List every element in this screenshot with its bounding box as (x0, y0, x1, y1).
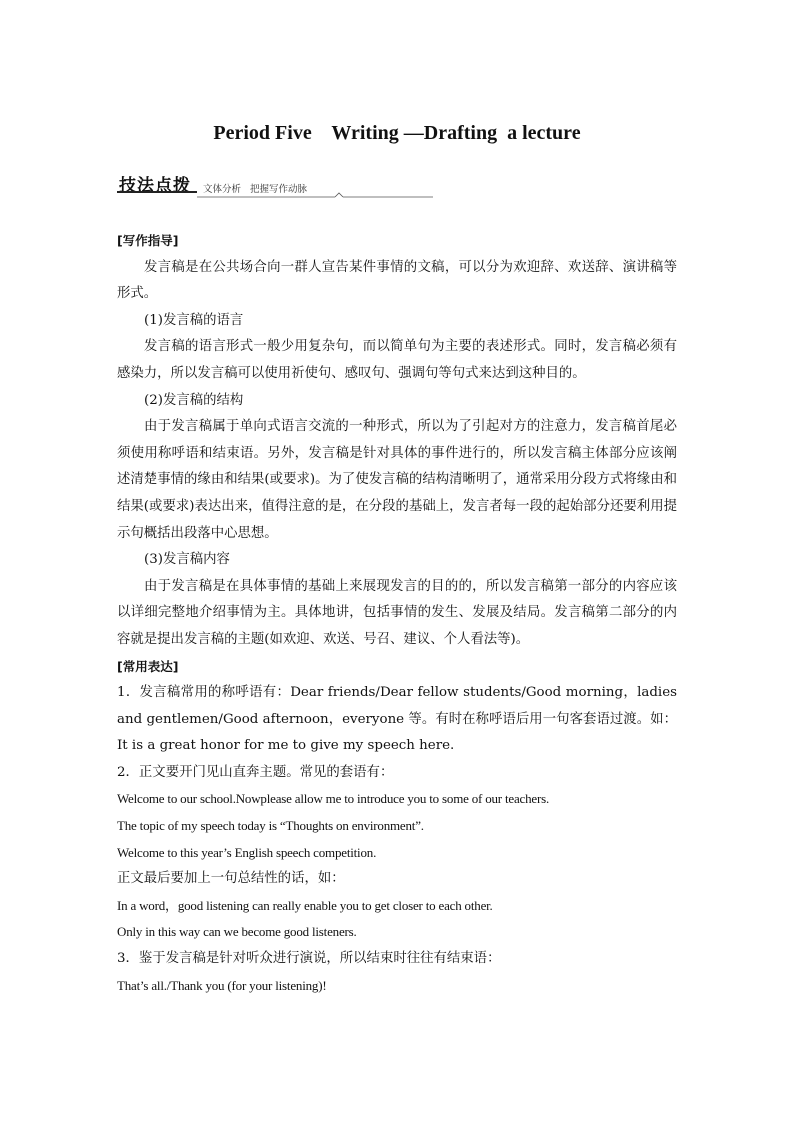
example-sentence-3: Welcome to this year’s English speech competition. (117, 844, 377, 860)
banner-title: 技法点拨 (119, 176, 191, 196)
common-expressions-heading: [常用表达] (117, 658, 179, 674)
structure-paragraph: 由于发言稿属于单向式语言交流的一种形式，所以为了引起对方的注意力，发言稿首尾必须使用称呼语和结束语。另外，发言稿是针对具体的事件进行的，所以发言稿主体部分应该阐述清楚事情的缘由和结果(或要求)。为了使发言稿的结构清晰明了，通常采用分段方式将缘由和结果(或要求)表达出来，值得注意的是，在分段的基础上，发言者每一段的起始部分还要利用提示句概括出段落中心思想。 (117, 419, 677, 541)
structure-heading: (2)发言稿的结构 (144, 392, 244, 408)
expression-item-3: 3．鉴于发言稿是针对听众进行演说，所以结束时往往有结束语： (117, 951, 501, 967)
example-sentence-5: Only in this way can we become good listeners. (117, 924, 357, 940)
example-sentence-6: That’s all./Thank you (for your listening)! (117, 977, 327, 993)
document-body (117, 228, 677, 999)
banner-underline (117, 190, 437, 200)
example-sentence-1: Welcome to our school.Nowplease allow me to introduce you to some of our teachers. (117, 791, 550, 807)
content-paragraph: 由于发言稿是在具体事情的基础上来展现发言的目的的，所以发言稿第一部分的内容应该以详细完整地介绍事情为主。具体地讲，包括事情的发生、发展及结局。发言稿第二部分的内容就是提出发言稿的主题(如欢迎、欢送、号召、建议、个人看法等)。 (117, 578, 677, 647)
ending-intro: 正文最后要加上一句总结性的话，如： (117, 871, 345, 887)
page-title: Period Five Writing —Drafting a lecture (213, 122, 581, 144)
language-heading: (1)发言稿的语言 (144, 312, 244, 328)
example-sentence-2: The topic of my speech today is “Thoughts on environment”. (117, 818, 424, 834)
writing-guide-heading: [写作指导] (117, 233, 179, 248)
expression-item-1: 1．发言稿常用的称呼语有：Dear friends/Dear fellow students/Good morning，ladies and gentlemen/Good afternoon，everyone 等。有时在称呼语后用一句客套语过渡。如：It is a great honor for me to give my speech here. (117, 685, 677, 754)
guide-intro-paragraph: 发言稿是在公共场合向一群人宣告某件事情的文稿，可以分为欢迎辞、欢送辞、演讲稿等形式。 (117, 259, 677, 302)
banner-subtitle: 文体分析 把握写作动脉 (203, 184, 308, 195)
language-paragraph: 发言稿的语言形式一般少用复杂句，而以简单句为主要的表述形式。同时，发言稿必须有感染力，所以发言稿可以使用祈使句、感叹句、强调句等句式来达到这种目的。 (117, 339, 677, 381)
expression-item-2: 2．正文要开门见山直奔主题。常见的套语有： (117, 764, 394, 780)
section-banner (117, 170, 437, 202)
content-heading: (3)发言稿内容 (144, 552, 230, 568)
example-sentence-4: In a word，good listening can really enable you to get closer to each other. (117, 897, 493, 913)
